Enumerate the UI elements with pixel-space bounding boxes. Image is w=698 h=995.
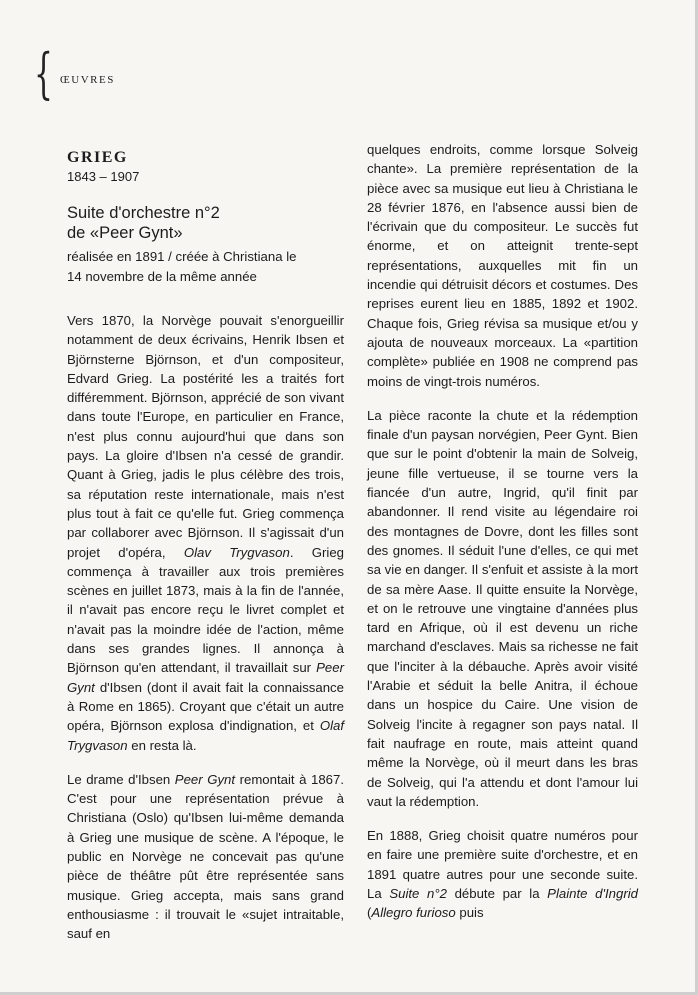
italic-title: Peer Gynt <box>174 771 236 787</box>
right-column <box>367 140 638 938</box>
italic-title: Plainte d'Ingrid <box>547 885 638 901</box>
composer-name: GRIEG <box>67 149 128 166</box>
italic-title: Olaf Trygvason <box>67 718 344 753</box>
italic-title: Peer Gynt <box>67 660 344 695</box>
italic-title: Suite n°2 <box>389 885 447 901</box>
text-run: remontait à 1867. C'est pour une représentation prévue à Christiana (Oslo) qu'Ibsen lui-même demanda à Grieg une musique de scène. A l'époque, le public en Norvège ne concevait pas qu'une pièce de théâtre pût être représentée sans musique. Grieg accepta, mais sans grand enthousiasme : il trouvait le «sujet intraitable, sauf en <box>67 771 344 942</box>
work-details-line1: réalisée en 1891 / créée à Christiana le <box>67 249 297 264</box>
text-run: ( <box>367 905 372 921</box>
paragraph-1 <box>67 311 344 755</box>
text-run: Le drame d'Ibsen <box>67 771 175 787</box>
text-run: en resta là. <box>127 737 197 753</box>
text-run: En 1888, Grieg choisit quatre numéros pour en faire une première suite d'orchestre, et en 1891 quatre autres pour une seconde suite. La <box>367 828 638 901</box>
brace-icon: { <box>34 42 53 105</box>
section-label: ŒUVRES <box>60 74 115 86</box>
text-run: . Grieg commença à travailler aux trois premières scènes en juillet 1873, mais à la fin de l'année, il n'avait pas encore reçu le livret complet et n'avait pas la moindre idée de l'action, même dans ses grandes lignes. Il annonça à Björnson qu'en attendant, il travaillait sur <box>67 544 345 676</box>
text-run: puis <box>455 905 484 921</box>
paragraph-3: quelques endroits, comme lorsque Solveig chante». La première représentation de la pièce avec sa musique eut lieu à Christiana le 28 février 1876, en l'absence aussi bien de l'écrivain que du compositeur. Le succès fut énorme, et on atteignit trente-sept représentations, auxquelles mit fin un incendie qui détruisit décors et costumes. Des reprises eurent lieu en 1885, 1892 et 1902. Chaque fois, Grieg révisa sa musique et/ou y ajouta de nouveaux morceaux. La «partition complète» publiée en 1908 ne comprend pas moins de vingt-trois numéros. <box>367 142 638 389</box>
text-run: débute par la <box>446 885 548 901</box>
composer-dates: 1843 – 1907 <box>67 169 140 184</box>
paragraph-4: La pièce raconte la chute et la rédemption finale d'un paysan norvégien, Peer Gynt. Bien que sur le point d'obtenir la main de Solveig, jeune fille vertueuse, il se tourne vers la fiancée d'un autre, Ingrid, qu'il finit par abandonner. Il rend visite au légendaire roi des montagnes de Dovre, dont les filles sont des gnomes. Il séduit l'une d'elles, ce qui met sa vie en danger. Il s'enfuit et assiste à la mort de sa mère Aase. Il quitte ensuite la Norvège, et on le retrouve une vingtaine d'années plus tard en Afrique, où il est devenu un riche marchand d'esclaves. Mais sa richesse ne fait que l'inciter à la débauche. Après avoir visité l'Arabie et séduit la belle Anitra, il échoue dans un hospice du Caire. Une vision de Solveig l'incite à regagner son pays natal. Il fait naufrage en route, mais atteint quand même la Norvège, où il meurt dans les bras de Solveig, qui l'a attendu et dont l'amour lui vaut la rédemption. <box>367 407 638 809</box>
work-title: Suite d'orchestre n°2 <box>67 204 220 222</box>
italic-title: Allegro furioso <box>371 905 456 921</box>
left-column <box>67 148 344 959</box>
work-details <box>67 247 344 287</box>
paragraph-2 <box>67 770 344 944</box>
text-run: Vers 1870, la Norvège pouvait s'enorgueillir notamment de deux écrivains, Henrik Ibsen et Björnsterne Björnson, et d'un compositeur, Edvard Grieg. La postérité les a traités fort différemment. Björnson, apprécié de son vivant dans toute l'Europe, en particulier en France, n'est plus connu aujourd'hui que dans son pays. La gloire d'Ibsen n'a cessé de grandir. Quant à Grieg, jadis le plus célèbre des trois, sa réputation reste internationale, mais n'est plus tout à fait ce qu'elle fut. Grieg commença par collaborer avec Björnson. Il s'agissait d'un projet d'opéra, <box>67 313 344 560</box>
italic-title: Olav Trygvason <box>183 544 290 560</box>
work-subtitle: de «Peer Gynt» <box>67 224 183 242</box>
work-details-line2: 14 novembre de la même année <box>67 269 257 284</box>
text-run: d'Ibsen (dont il avait fait la connaissance à Rome en 1865). Croyant que c'était un autre opéra, Björnson explosa d'indignation, et <box>67 679 344 734</box>
paragraph-5 <box>367 826 638 922</box>
